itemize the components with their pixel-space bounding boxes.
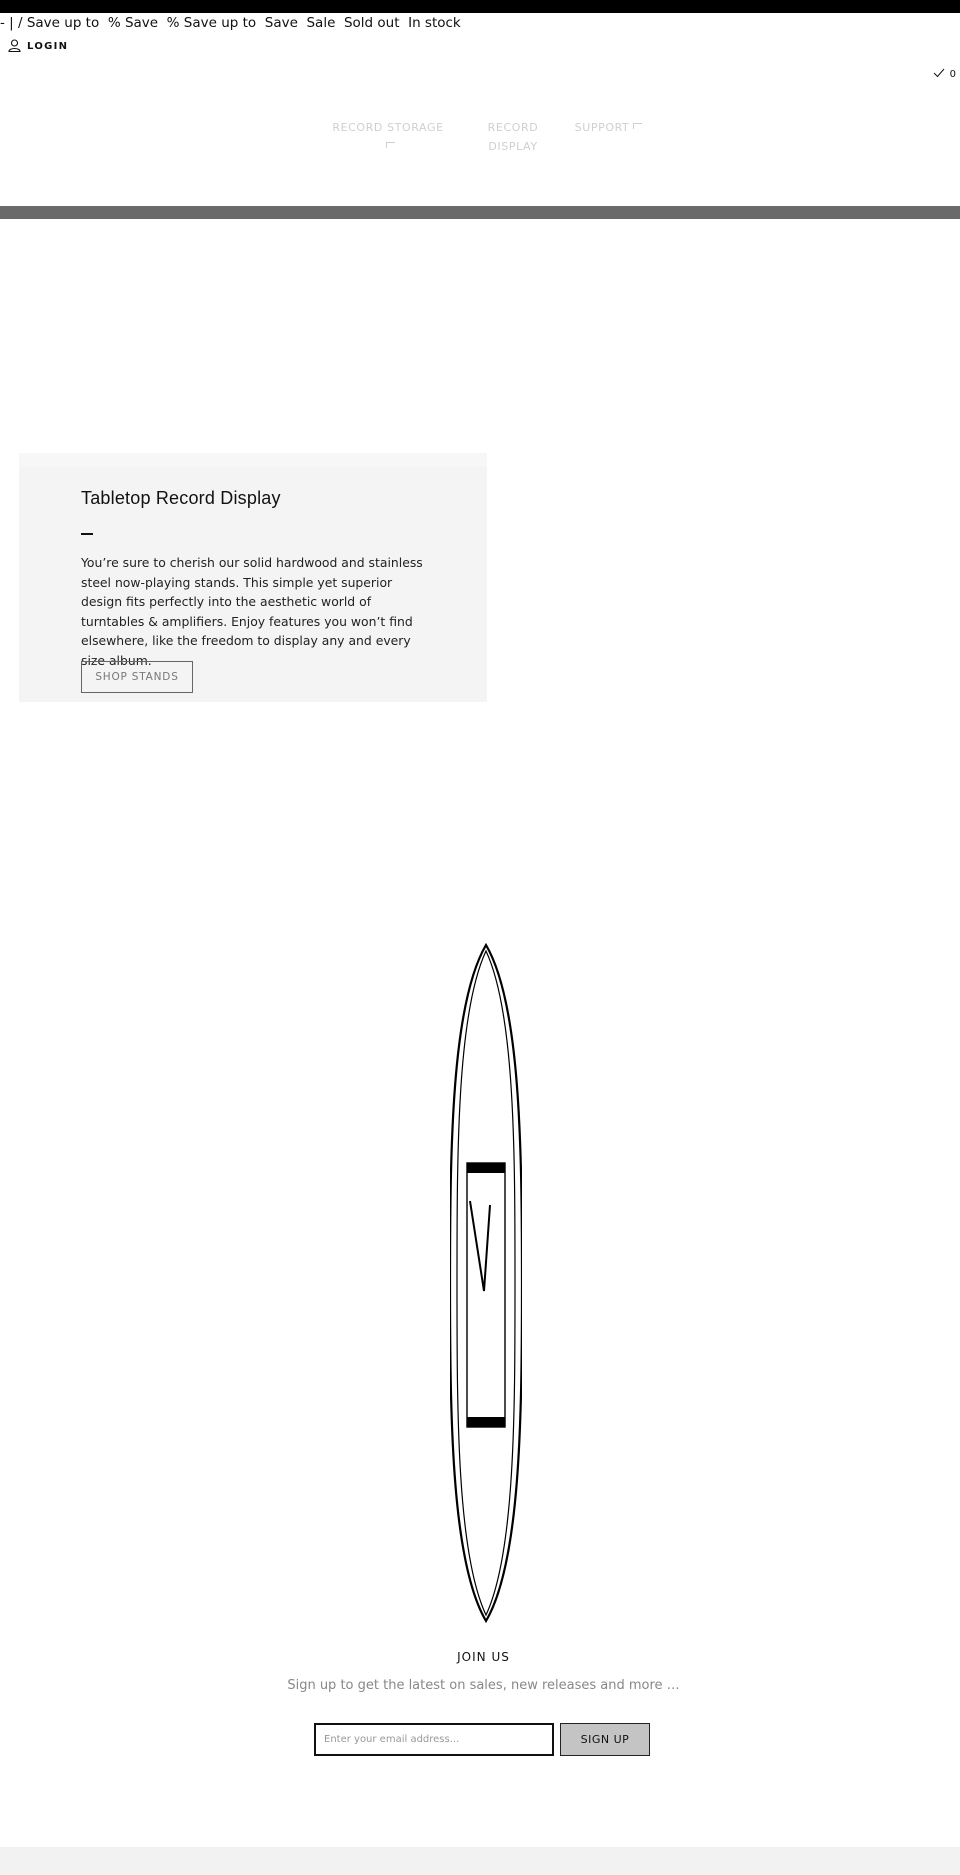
chevron-down-icon xyxy=(386,142,395,148)
feature-body: You’re sure to cherish our solid hardwood and stainless steel now-playing stands. This simple yet superior design fits perfectly into the aesthetic world of turntables & amplifiers. Enjoy features you won’t find elsewhere, like the freedom to display any and every size album. xyxy=(81,555,423,668)
nav-item-record-storage[interactable] xyxy=(332,118,444,156)
footer-band xyxy=(0,1847,960,1875)
newsletter-subtitle: Sign up to get the latest on sales, new releases and more … xyxy=(287,1678,680,1693)
checkmark-icon xyxy=(933,68,945,81)
chevron-down-icon xyxy=(633,123,642,129)
email-field[interactable] xyxy=(314,1723,554,1756)
cart-link[interactable] xyxy=(933,68,956,81)
nav-item-label: RECORD STORAGE xyxy=(332,121,444,134)
user-icon xyxy=(8,37,21,56)
nav-item-label: RECORD DISPLAY xyxy=(487,121,539,153)
feature-card-strip xyxy=(19,453,487,467)
cart-count: 0 xyxy=(949,69,956,80)
nav-item-label: SUPPORT xyxy=(574,121,630,134)
nav-item-support[interactable] xyxy=(571,118,646,137)
newsletter-title: JOIN US xyxy=(457,1650,510,1664)
logo-emblem-icon xyxy=(450,943,522,1623)
shop-stands-button[interactable]: SHOP STANDS xyxy=(81,661,193,693)
feature-card xyxy=(19,453,487,702)
announcement-text: - | / Save up to % Save % Save up to Save Sale Sold out In stock xyxy=(0,15,461,31)
divider-band xyxy=(0,206,960,219)
main-nav xyxy=(0,118,960,158)
feature-title: Tabletop Record Display xyxy=(81,488,281,508)
login-link[interactable] xyxy=(8,38,68,54)
top-bar xyxy=(0,0,960,13)
login-label: LOGIN xyxy=(27,40,69,52)
title-dash xyxy=(81,533,93,535)
sign-up-button[interactable]: SIGN UP xyxy=(560,1723,650,1756)
nav-item-record-display[interactable] xyxy=(480,118,546,156)
